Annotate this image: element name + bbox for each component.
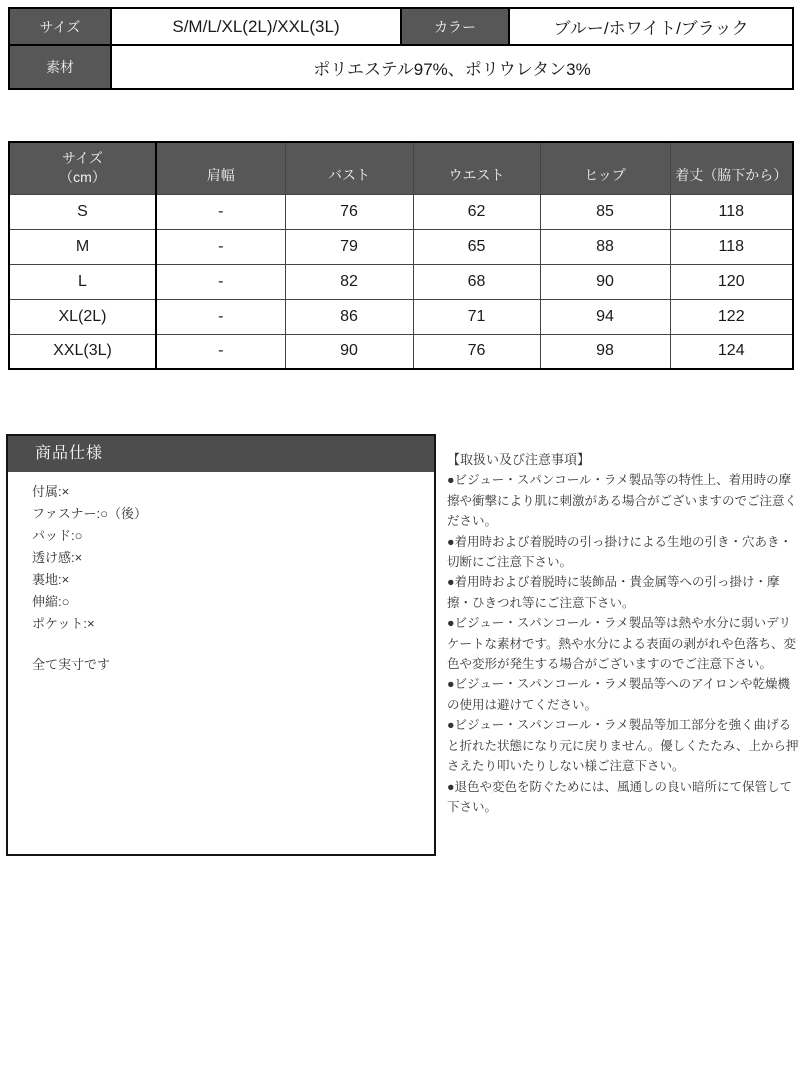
spec-item-pad: パッド:○ [32,528,83,543]
cell-waist: 68 [413,264,540,299]
care-notes [447,434,799,856]
cell-bust: 90 [285,334,413,369]
cell-waist: 65 [413,229,540,264]
cell-size: L [9,264,156,299]
table-row-m [9,229,793,264]
cell-bust: 82 [285,264,413,299]
material-value-cell: ポリエステル97%、ポリウレタン3% [111,45,793,89]
color-value-cell: ブルー/ホワイト/ブラック [509,8,793,45]
care-bullet: ●ビジュー・スパンコール・ラメ製品等の特性上、着用時の摩擦や衝撃により肌に刺激がある場合がございますのでご注意ください。 [447,473,798,529]
cell-hip: 85 [540,194,670,229]
cell-waist: 62 [413,194,540,229]
care-bullet: ●ビジュー・スパンコール・ラメ製品等加工部分を強く曲げると折れた状態になり元に戻りません。優しくたたみ、上から押さえたり叩いたりしない様ご注意下さい。 [447,718,799,774]
cell-length: 124 [670,334,793,369]
bottom-section [6,434,799,856]
header-waist: ウエスト [413,142,540,194]
cell-shoulder: - [156,299,285,334]
care-bullet: ●ビジュー・スパンコール・ラメ製品等へのアイロンや乾燥機の使用は避けてください。 [447,677,791,712]
spec-footnote: 全て実寸です [32,657,111,672]
cell-size: M [9,229,156,264]
product-spec-box [6,434,436,856]
cell-size: S [9,194,156,229]
header-hip: ヒップ [540,142,670,194]
cell-size: XXL(3L) [9,334,156,369]
cell-bust: 79 [285,229,413,264]
spec-item-stretch: 伸縮:○ [32,594,70,609]
spec-item-lining: 裏地:× [32,572,70,587]
header-size-line2: （cm） [59,169,106,186]
header-length: 着丈（脇下から） [670,142,793,194]
size-label-cell: サイズ [9,8,111,45]
cell-bust: 76 [285,194,413,229]
cell-shoulder: - [156,194,285,229]
header-shoulder: 肩幅 [156,142,285,194]
cell-length: 122 [670,299,793,334]
care-bullet: ●退色や変色を防ぐためには、風通しの良い暗所にて保管して下さい。 [447,779,793,814]
table-row-l [9,264,793,299]
spec-item-sheerness: 透け感:× [32,550,83,565]
spec-box-body [8,472,434,676]
header-bust: バスト [285,142,413,194]
spec-item-fastener: ファスナー:○（後） [32,506,147,521]
care-notes-title: 【取扱い及び注意事項】 [447,452,591,467]
header-size-cm [9,142,156,194]
header-size-line1: サイズ [62,150,103,167]
cell-hip: 90 [540,264,670,299]
size-value-cell: S/M/L/XL(2L)/XXL(3L) [111,8,401,45]
material-label-cell: 素材 [9,45,111,89]
spec-item-accessory: 付属:× [32,484,70,499]
cell-shoulder: - [156,229,285,264]
cell-waist: 71 [413,299,540,334]
care-bullet: ●ビジュー・スパンコール・ラメ製品等は熱や水分に弱いデリケートな素材です。熱や水分による表面の剥がれや色落ち、変色や変形が発生する場合がございますのでご注意下さい。 [447,616,797,672]
care-bullet: ●着用時および着脱時の引っ掛けによる生地の引き・穴あき・切断にご注意下さい。 [447,534,793,570]
cell-length: 120 [670,264,793,299]
spec-box-title: 商品仕様 [8,436,434,472]
cell-hip: 94 [540,299,670,334]
size-measurements-table [8,141,794,370]
cell-bust: 86 [285,299,413,334]
spec-item-pocket: ポケット:× [32,616,95,631]
cell-shoulder: - [156,264,285,299]
care-bullet: ●着用時および着脱時に装飾品・貴金属等への引っ掛け・摩擦・ひきつれ等にご注意下さい。 [447,575,780,610]
table-row-xxl [9,334,793,369]
cell-size: XL(2L) [9,299,156,334]
table-row-xl [9,299,793,334]
table-row-s [9,194,793,229]
product-info-table [8,7,794,90]
cell-length: 118 [670,194,793,229]
color-label-cell: カラー [401,8,509,45]
cell-hip: 98 [540,334,670,369]
cell-waist: 76 [413,334,540,369]
cell-hip: 88 [540,229,670,264]
cell-length: 118 [670,229,793,264]
cell-shoulder: - [156,334,285,369]
